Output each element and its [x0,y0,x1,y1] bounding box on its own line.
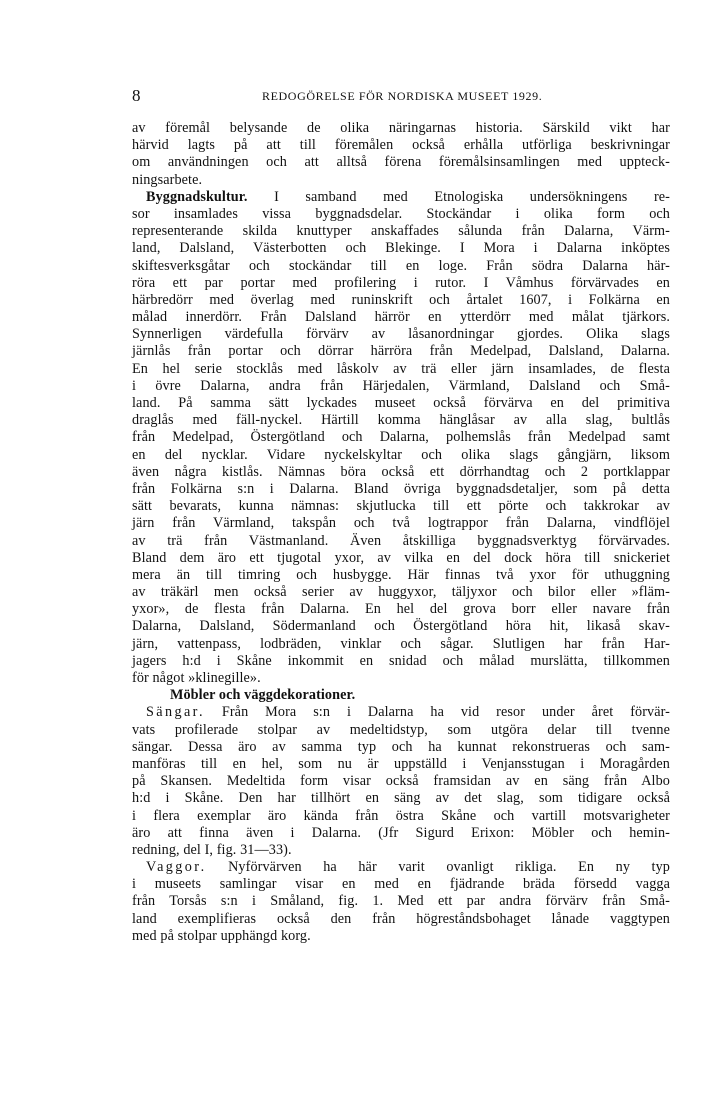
text-line: En hel serie stocklås med låskolv av trä eller järn insamlades, de flesta [132,360,670,377]
page-number: 8 [132,86,141,105]
text-line: i flera exemplar äro kända från östra Skåne och vartill motsvarigheter [132,807,670,824]
text-line: av träkärl men också serier av huggyxor, täljyxor och bilor eller »fläm- [132,584,670,601]
text-line: redning, del I, fig. 31—33). [132,841,292,858]
text-line: med på stolpar upphängd korg. [132,927,311,944]
text-line: härbredörr med överlag med runinskrift och årtalet 1607, i Folkärna en [132,291,670,308]
text-line: om användningen och att alltså förena föremålsinsamlingen med uppteck- [132,154,670,171]
text-line: sätt bevarats, kunna nämnas: skjutlucka till ett pörte och takkrokar av [132,498,670,515]
run-in-heading: Sängar. [146,704,205,721]
text-line: av trä från Västmanland. Även åtskilliga byggnadsverktyg förvärvades. [132,532,670,549]
text-line: från Torsås s:n i Småland, fig. 1. Med ett par andra förvärv från Små- [132,893,670,910]
text-line: av föremål belysande de olika näringarnas historia. Särskild vikt har [132,120,670,136]
text-line: även några kistlås. Nämnas böra också ett dörrhandtag och 2 portklappar [132,463,670,480]
text-run: I samband med Etnologiska undersökningens re- [247,188,670,205]
text-line: yxor», de flesta från Dalarna. En hel del grova borr eller navare från [132,601,670,618]
section-heading: Möbler och väggdekorationer. [170,687,356,704]
text-line [132,704,670,721]
text-line: från Medelpad, Östergötland och Dalarna, polhemslås från Medelpad samt [132,429,670,446]
text-line: manföras till en hel, som nu är uppställd i Venjansstugan i Moragården [132,755,670,772]
text-line: ningsarbete. [132,171,203,188]
body-text [132,120,670,945]
text-line: äro att finna även i Dalarna. (Jfr Sigurd Erixon: Möbler och hemin- [132,824,670,841]
text-line: Bland dem äro ett tjugotal yxor, av vilka en del dock höra till snickeriet [132,549,670,566]
text-line [132,859,670,876]
text-line: Dalarna, Dalsland, Södermanland och Östergötland höra hit, likaså skav- [132,618,670,635]
text-line: skiftesverksgåtar och stockändar till en loge. Från södra Dalarna här- [132,257,670,274]
text-line: land exemplifieras också den från högreståndsbohaget lånade vaggtypen [132,910,670,927]
text-line: jagers h:d i Skåne inkommit en snidad och målad murslätta, tillkommen [132,652,670,669]
text-line: en del nycklar. Vidare nyckelskyltar och olika slags gångjärn, liksom [132,446,670,463]
text-line: h:d i Skåne. Den har tillhört en säng av det slag, som tidigare också [132,790,670,807]
page-header [132,86,670,110]
text-line: järn, vattenpass, lodbräden, vinklar och sågar. Slutligen har från Har- [132,635,670,652]
text-line: sor insamlades vissa byggnadsdelar. Stockändar i olika form och [132,205,670,222]
text-line: i övre Dalarna, andra från Härjedalen, Värmland, Dalsland och Små- [132,377,670,394]
text-run: Från Mora s:n i Dalarna ha vid resor under året förvär- [204,704,670,721]
text-line: land, Dalsland, Västerbotten och Blekinge. I Mora i Dalarna inköptes [132,240,670,257]
text-line: härvid lagts på att till föremålen också erhålla utförliga beskrivningar [132,137,670,154]
text-line [132,189,670,206]
run-in-heading: Vaggor. [146,859,207,876]
section-run-in-heading: Byggnadskultur. [146,188,248,205]
text-line: i museets samlingar visar en med en fjädrande bräda försedd vagga [132,876,670,893]
text-line: mera än till timring och husbygge. Här finnas två yxor för uthuggning [132,566,670,583]
text-line: Synnerligen värdefulla förvärv av låsanordningar gjordes. Olika slags [132,326,670,343]
text-line: röra ett par portar med profilering i rutor. I Våmhus förvärvades en [132,274,670,291]
text-line: representerande skilda knuttyper anskaffades sålunda från Dalarna, Värm- [132,223,670,240]
text-line: på Skansen. Medeltida form visar också framsidan av en säng från Albo [132,773,670,790]
text-line: land. På samma sätt lyckades museet också förvärva en del primitiva [132,395,670,411]
text-line: från Folkärna s:n i Dalarna. Bland övriga byggnadsdetaljer, som på detta [132,480,670,497]
text-line: draglås med fäll-nyckel. Härtill komma hänglåsar av alla slag, bultlås [132,412,670,429]
text-line: vats profilerade stolpar av medeltidstyp, som utgöra delar till tvenne [132,721,670,738]
text-line: för något »klinegille». [132,670,261,686]
text-run: Nyförvärven ha här varit ovanligt rikliga. En ny typ [206,859,670,876]
text-line: järnlås från portar och dörrar härröra från Medelpad, Dalsland, Dalarna. [132,343,670,360]
text-line: målad innerdörr. Från Dalsland härrör en ytterdörr med målat tjärkors. [132,309,670,326]
text-line: sängar. Dessa äro av samma typ och ha kunnat rekonstrueras och sam- [132,738,670,755]
text-line: järn från Värmland, takspån och två logtrappor från Dalarna, vindflöjel [132,515,670,532]
running-title: REDOGÖRELSE FÖR NORDISKA MUSEET 1929. [262,89,543,103]
